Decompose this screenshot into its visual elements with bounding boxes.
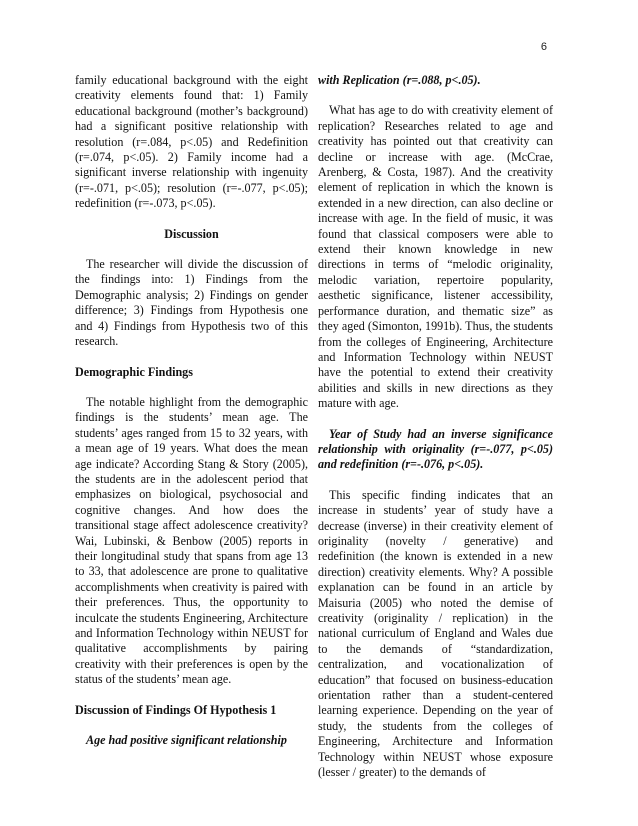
page-number: 6 [540, 41, 547, 53]
paragraph-demographic-findings: The notable highlight from the demographic findings is the students’ mean age. The students’ ages ranged from 15 to 32 years, with a mean age of 19 years. What does the mean age indicate? According Stang & Story (2005), the students are in the adolescent period that emphasizes on biological, psychosocial and cognitive changes. And how does the transitional stage affect adolescence creativity? Wai, Lubinski, & Benbow (2005) reports in their longitudinal study that spans from age 13 to 33, that adolescence are prone to qualitative accomplishments when creativity is paired with their preferences. Thus, the opportunity to inculcate the students Engineering, Architecture and Information Technology within NEUST for qualitative accomplishments by pairing creativity with their preferences is open by the status of the students’ mean age. [75, 394, 308, 687]
paragraph-age-replication: What has age to do with creativity element of replication? Researches related to age and creativity has pointed out that creativity can decline or increase with age. (McCrae, Arenberg, & Costa, 1987). And the creativity element of replication in which the known is extended in a new direction, can also decline or increase with age. In the field of music, it was found that classical composers were able to extend their known knowledge in new directions in terms of “melodic originality, melodic variation, repertoire popularity, aesthetic significance, listener accessibility, performance duration, and thematic size” as they aged (Simonton, 1991b). Thus, the students from the colleges of Engineering, Architecture and Information Technology within NEUST have the potential to extend their creativity abilities and skills in new directions as they mature with age. [318, 103, 553, 411]
paragraph-discussion-intro: The researcher will divide the discussion of the findings into: 1) Findings from the Demographic analysis; 2) Findings on gender difference; 3) Findings from Hypothesis one and 4) Findings from Hypothesis two of this research. [75, 257, 308, 349]
paragraph-year-of-study: This specific finding indicates that an increase in students’ year of study have a decrease (inverse) in their creativity element of originality (novelty / generative) and redefinition (the known is extended in a new direction) creativity elements. Why? A possible explanation can be found in an article by Maisuria (2005) who noted the demise of creativity (originality / replication) in the national curriculum of England and Wales due to the demands of “standardization, centralization, and vocationalization of education” that focused on business-education orientation rather than a student-centered learning experience. Depending on the year of study, the students from the colleges of Engineering, Architecture and Information Technology within NEUST whose exposure (lesser / greater) to the demands of [318, 487, 553, 780]
subheading-age-relationship-continued: with Replication (r=.088, p<.05). [318, 73, 481, 87]
subheading-year-of-study: Year of Study had an inverse significance relationship with originality (r=-.077, p<.05) and redefinition (r=-.076, p<.05). [318, 426, 553, 472]
left-column [75, 73, 308, 748]
heading-demographic-findings: Demographic Findings [75, 364, 193, 379]
heading-discussion: Discussion [164, 226, 219, 241]
heading-hypothesis-1: Discussion of Findings Of Hypothesis 1 [75, 702, 277, 717]
right-column [318, 73, 553, 780]
subheading-age-relationship: Age had positive significant relationship [86, 733, 287, 748]
paragraph-family-background: family educational background with the eight creativity elements found that: 1) Family educational background (mother’s background) had a significant positive relationship with resolution (r=.084, p<.05) and Redefinition (r=.074, p<.05). 2) Family income had a significant inverse relationship with ingenuity (r=-.071, p<.05); resolution (r=-.077, p<.05); redefinition (r=-.073, p<.05). [75, 73, 308, 211]
